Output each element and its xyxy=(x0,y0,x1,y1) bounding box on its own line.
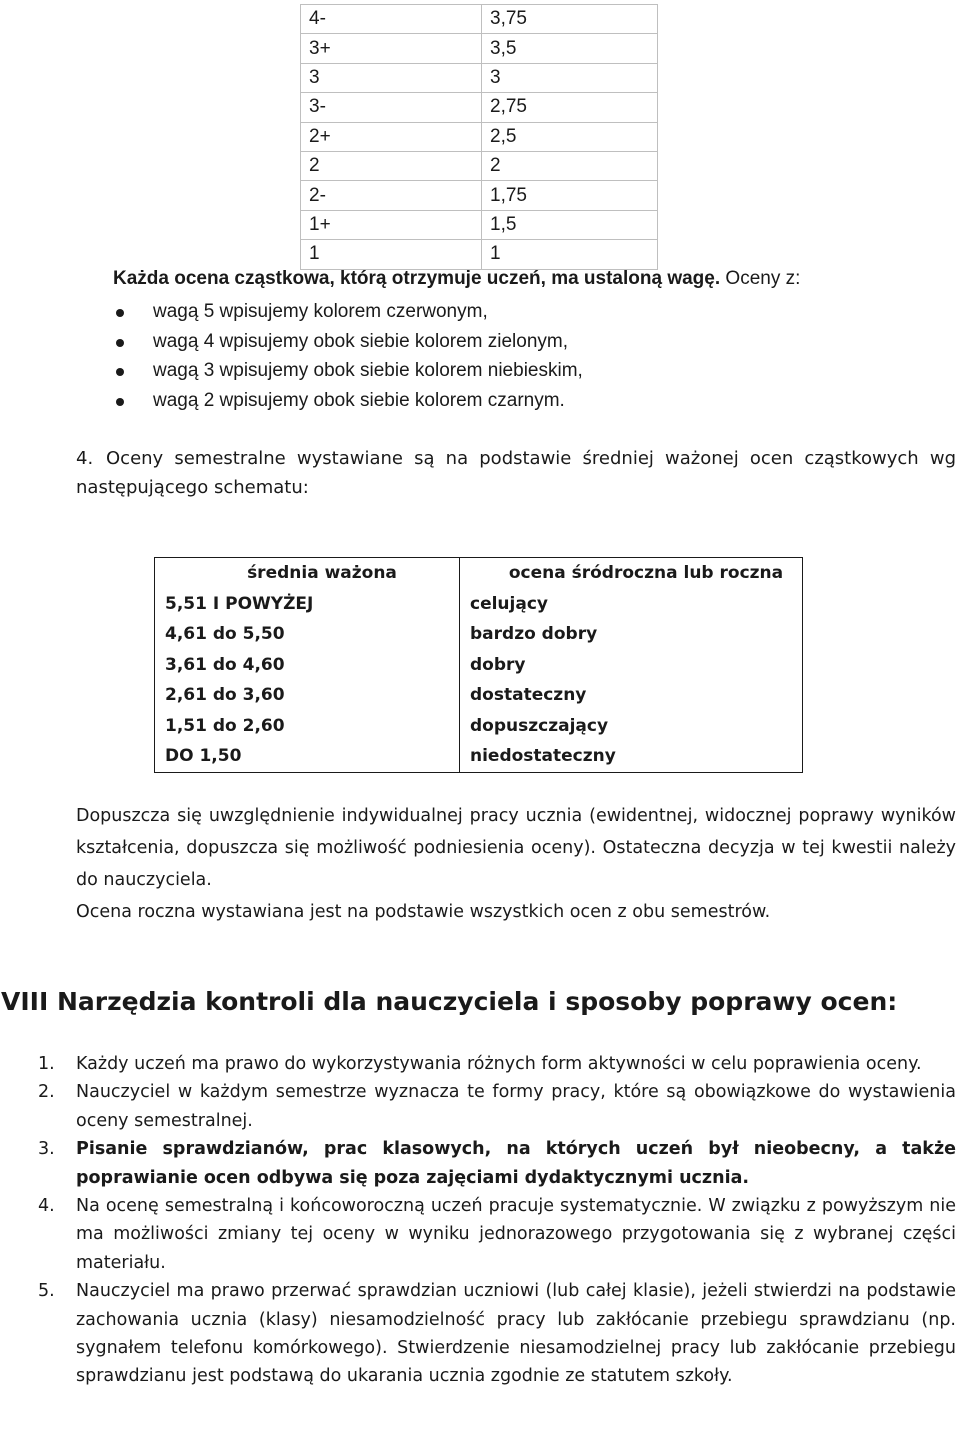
list-item-text: wagą 4 wpisujemy obok siebie kolorem zielonym, xyxy=(153,330,569,352)
item-number: 4. xyxy=(38,1196,55,1217)
weights-intro-rest: Oceny z: xyxy=(720,268,801,289)
grade-cell: 2+ xyxy=(301,122,482,151)
table-row xyxy=(301,151,658,180)
list-item-text: wagą 3 wpisujemy obok siebie kolorem niebieskim, xyxy=(153,360,583,382)
grade-cell: 2- xyxy=(301,181,482,210)
table-row xyxy=(155,650,803,681)
grade-name-cell: bardzo dobry xyxy=(460,619,803,650)
table-row xyxy=(155,589,803,620)
grade-cell: 3 xyxy=(301,63,482,92)
range-cell: 3,61 do 4,60 xyxy=(155,650,460,681)
item-number: 5. xyxy=(38,1281,55,1302)
value-cell: 1,75 xyxy=(482,181,658,210)
rules-list xyxy=(38,1050,956,1391)
table-row xyxy=(301,34,658,63)
item-number: 1. xyxy=(38,1054,55,1074)
grade-name-cell: dostateczny xyxy=(460,680,803,711)
item-number: 3. xyxy=(38,1139,55,1160)
bullet-icon xyxy=(116,398,124,406)
grade-name-cell: celujący xyxy=(460,589,803,620)
list-item xyxy=(113,327,583,357)
item-text: Pisanie sprawdzianów, prac klasowych, na których uczeń był nieobecny, a także poprawianie ocen odbywa się poza zajęciami dydaktycznymi ucznia. xyxy=(76,1139,956,1188)
column-header: średnia ważona xyxy=(155,558,460,589)
table-row xyxy=(301,240,658,269)
range-cell: DO 1,50 xyxy=(155,741,460,772)
annual-grade-paragraph: Ocena roczna wystawiana jest na podstawie wszystkich ocen z obu semestrów. xyxy=(76,902,771,922)
individual-work-paragraph: Dopuszcza się uwzględnienie indywidualnej pracy ucznia (ewidentnej, widocznej poprawy wyników kształcenia, dopuszcza się możliwość podniesienia oceny). Ostateczna decyzja w tej kwestii należy do nauczyciela. xyxy=(76,806,956,890)
bullet-icon xyxy=(116,339,124,347)
list-item xyxy=(38,1050,956,1078)
weighted-average-table xyxy=(154,557,803,773)
value-cell: 3,75 xyxy=(482,5,658,34)
table-row xyxy=(155,711,803,742)
list-item xyxy=(113,356,583,386)
point-number: 4. xyxy=(76,448,94,469)
bullet-icon xyxy=(116,368,124,376)
table-row xyxy=(301,181,658,210)
grade-cell: 3+ xyxy=(301,34,482,63)
table-row xyxy=(301,122,658,151)
grade-cell: 1+ xyxy=(301,210,482,239)
list-item xyxy=(113,386,583,416)
table-row xyxy=(155,619,803,650)
grade-cell: 1 xyxy=(301,240,482,269)
grade-cell: 4- xyxy=(301,5,482,34)
item-text: Nauczyciel w każdym semestrze wyznacza te formy pracy, które są obowiązkowe do wystawienia oceny semestralnej. xyxy=(76,1082,956,1131)
table-row xyxy=(301,210,658,239)
value-cell: 1 xyxy=(482,240,658,269)
list-item xyxy=(113,297,583,327)
list-item-text: wagą 5 wpisujemy kolorem czerwonym, xyxy=(153,301,488,322)
value-cell: 1,5 xyxy=(482,210,658,239)
list-item xyxy=(38,1135,956,1192)
bullet-icon xyxy=(116,309,124,317)
list-item-text: wagą 2 wpisujemy obok siebie kolorem czarnym. xyxy=(153,389,565,411)
grade-name-cell: dobry xyxy=(460,650,803,681)
table-row xyxy=(155,741,803,772)
grade-cell: 2 xyxy=(301,151,482,180)
table-row xyxy=(301,93,658,122)
list-item xyxy=(38,1078,956,1135)
table-row xyxy=(155,680,803,711)
item-number: 2. xyxy=(38,1082,55,1103)
value-cell: 2,75 xyxy=(482,93,658,122)
value-cell: 3 xyxy=(482,63,658,92)
table-row xyxy=(301,5,658,34)
table-header-row xyxy=(155,558,803,589)
grade-name-cell: niedostateczny xyxy=(460,741,803,772)
range-cell: 5,51 I POWYŻEJ xyxy=(155,589,460,620)
weights-list xyxy=(113,297,583,415)
weights-intro-bold: Każda ocena cząstkowa, którą otrzymuje uczeń, ma ustaloną wagę. xyxy=(113,268,721,289)
item-text: Na ocenę semestralną i końcoworoczną uczeń pracuje systematycznie. W związku z powyższym nie ma możliwości zmiany tej oceny w wyniku jednorazowego przygotowania się z wybranej części materiału. xyxy=(76,1196,956,1273)
point-text: Oceny semestralne wystawiane są na podstawie średniej ważonej ocen cząstkowych wg następującego schematu: xyxy=(76,448,956,498)
section-title: VIII Narzędzia kontroli dla nauczyciela i sposoby poprawy ocen: xyxy=(1,987,898,1016)
range-cell: 4,61 do 5,50 xyxy=(155,619,460,650)
column-header: ocena śródroczna lub roczna xyxy=(460,558,803,589)
table-row xyxy=(301,63,658,92)
weights-intro xyxy=(113,268,800,290)
grade-conversion-table xyxy=(300,4,658,270)
item-text: Nauczyciel ma prawo przerwać sprawdzian uczniowi (lub całej klasie), jeżeli stwierdzi na podstawie zachowania ucznia (klasy) niesamodzielność pracy lub zakłócanie przebiegu sprawdzianu (np. sygnałem telefonu komórkowego). Stwierdzenie niesamodzielnej pracy lub zakłócanie przebiegu sprawdzianu jest podstawą do ukarania ucznia zgodnie ze statutem szkoły. xyxy=(76,1281,956,1387)
range-cell: 2,61 do 3,60 xyxy=(155,680,460,711)
value-cell: 3,5 xyxy=(482,34,658,63)
grade-name-cell: dopuszczający xyxy=(460,711,803,742)
list-item xyxy=(38,1192,956,1277)
value-cell: 2,5 xyxy=(482,122,658,151)
range-cell: 1,51 do 2,60 xyxy=(155,711,460,742)
value-cell: 2 xyxy=(482,151,658,180)
point-4-paragraph xyxy=(76,444,956,502)
item-text: Każdy uczeń ma prawo do wykorzystywania różnych form aktywności w celu poprawienia oceny. xyxy=(76,1054,922,1074)
list-item xyxy=(38,1277,956,1391)
grade-cell: 3- xyxy=(301,93,482,122)
